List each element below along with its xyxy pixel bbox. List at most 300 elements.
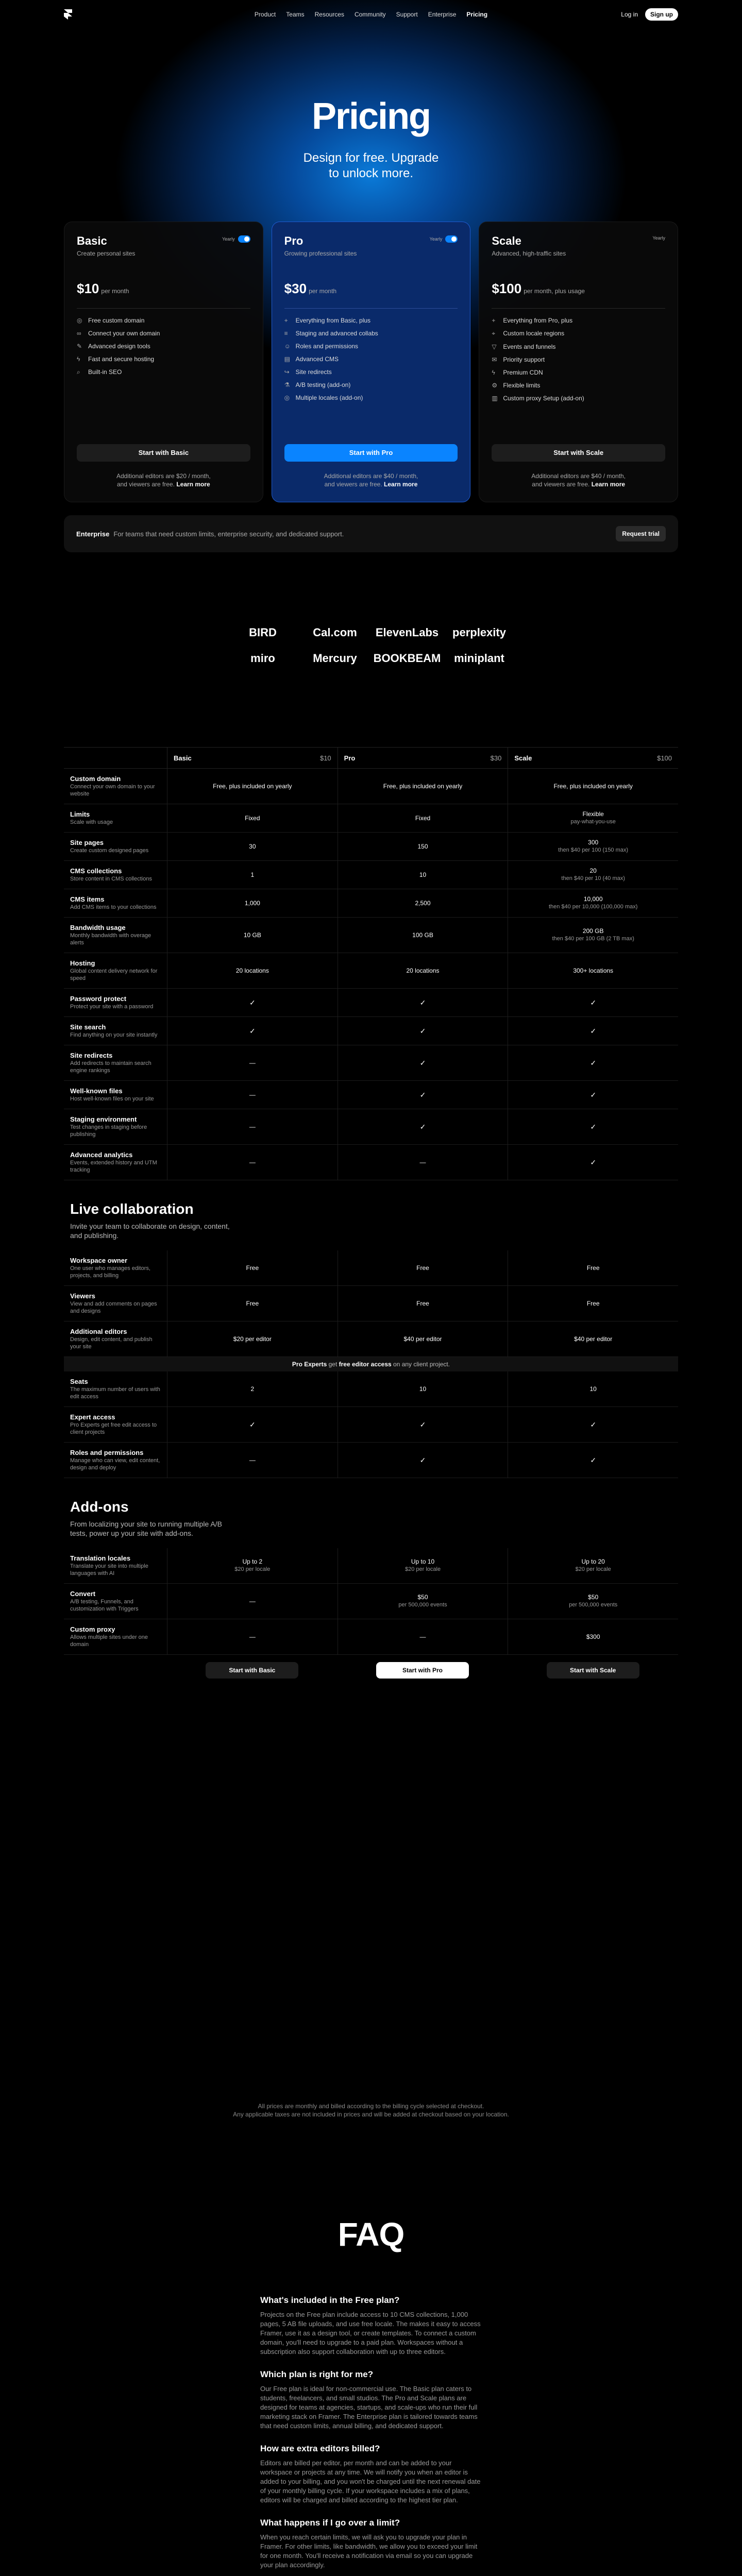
- cell-subvalue: per 500,000 events: [398, 1602, 447, 1608]
- comparison-table: [64, 747, 678, 1686]
- plan-additional-info: [492, 472, 665, 488]
- feature-item: [284, 343, 458, 350]
- row-label: Custom proxy: [70, 1625, 115, 1633]
- cell-value: 20: [589, 867, 597, 874]
- nav-link-pricing[interactable]: Pricing: [466, 11, 488, 18]
- table-cell: [167, 1443, 338, 1478]
- feature-label: Custom proxy Setup (add-on): [503, 395, 584, 402]
- row-desc: A/B testing, Funnels, and customization with Triggers: [70, 1599, 139, 1612]
- hero-subtitle-line-2: to unlock more.: [328, 166, 414, 180]
- table-cell: [167, 769, 338, 804]
- nav-link-teams[interactable]: Teams: [286, 11, 305, 18]
- table-cell: [338, 1619, 508, 1654]
- signup-button[interactable]: Sign up: [645, 8, 678, 21]
- cell-value: Free: [246, 1299, 259, 1307]
- table-cell: [508, 1045, 678, 1080]
- table-row: [64, 1081, 678, 1109]
- row-desc: One user who manages editors, projects, and billing: [70, 1265, 150, 1279]
- cell-subvalue: then $40 per 10 (40 max): [561, 875, 625, 882]
- cell-value: Fixed: [415, 814, 431, 822]
- start-scale-button[interactable]: Start with Scale: [492, 444, 665, 462]
- row-label-cell: [64, 953, 167, 988]
- feature-item: [77, 330, 250, 337]
- table-cell: [167, 833, 338, 860]
- row-label-cell: [64, 1619, 167, 1654]
- table-start-scale-button[interactable]: Start with Scale: [547, 1662, 639, 1679]
- billing-toggle[interactable]: [222, 235, 250, 243]
- table-cell: [167, 889, 338, 917]
- row-desc: Design, edit content, and publish your site: [70, 1336, 153, 1350]
- cell-value: 10: [589, 1385, 597, 1393]
- row-label: Password protect: [70, 995, 127, 1003]
- table-start-pro-button[interactable]: Start with Pro: [376, 1662, 469, 1679]
- footnote-line-2: Any applicable taxes are not included in prices and will be added at checkout based on your location.: [233, 2111, 509, 2118]
- learn-more-link[interactable]: Learn more: [591, 481, 626, 488]
- row-label: Viewers: [70, 1292, 95, 1300]
- table-cell: [508, 1286, 678, 1321]
- table-cell: [338, 1548, 508, 1583]
- faq-item: [260, 2443, 482, 2505]
- framer-logo-icon[interactable]: [64, 9, 72, 20]
- cell-value: 20 locations: [406, 967, 440, 974]
- divider: [284, 308, 458, 309]
- billing-toggle[interactable]: [652, 235, 665, 241]
- customer-logo: miniplant: [454, 652, 504, 665]
- customer-logo: miro: [250, 652, 275, 665]
- table-cell: [167, 1584, 338, 1619]
- feature-item: [492, 343, 665, 350]
- row-label: Seats: [70, 1378, 88, 1385]
- row-desc: Store content in CMS collections: [70, 876, 152, 882]
- row-desc: Events, extended history and UTM tracking: [70, 1160, 157, 1173]
- row-desc: Monthly bandwidth with overage alerts: [70, 933, 151, 946]
- customer-logo: Mercury: [313, 652, 357, 665]
- row-label-cell: [64, 1443, 167, 1478]
- feature-label: Flexible limits: [503, 382, 541, 389]
- feature-label: Multiple locales (add-on): [295, 394, 363, 401]
- table-cell: [338, 1584, 508, 1619]
- table-cell: [167, 1017, 338, 1045]
- plan-desc: Create personal sites: [77, 250, 136, 257]
- faq-question[interactable]: What happens if I go over a limit?: [260, 2518, 400, 2528]
- feature-item: [492, 369, 665, 376]
- table-cell: [167, 953, 338, 988]
- row-label-cell: [64, 1250, 167, 1285]
- table-cell: [338, 1109, 508, 1144]
- table-row: [64, 1619, 678, 1655]
- viewers-text: and viewers are free.: [532, 481, 590, 488]
- table-cell: [338, 769, 508, 804]
- nav-link-community[interactable]: Community: [354, 11, 386, 18]
- table-cell: [167, 861, 338, 889]
- table-row: [64, 1321, 678, 1357]
- plan-desc: Advanced, high-traffic sites: [492, 250, 566, 257]
- plus-icon: +: [284, 317, 288, 324]
- globe-icon: ◎: [77, 317, 82, 324]
- table-rows-main: [64, 769, 678, 1180]
- customer-logo: Cal.com: [313, 626, 357, 639]
- table-cell: [167, 1548, 338, 1583]
- nav-link-enterprise[interactable]: Enterprise: [428, 11, 457, 18]
- row-label-cell: [64, 804, 167, 832]
- feature-label: Custom locale regions: [503, 330, 565, 337]
- table-row: [64, 1145, 678, 1180]
- login-link[interactable]: Log in: [621, 11, 638, 18]
- feature-item: [492, 382, 665, 389]
- table-cell: [338, 1250, 508, 1285]
- table-cell: [508, 1017, 678, 1045]
- row-label-cell: [64, 769, 167, 804]
- customer-logos: [227, 626, 515, 665]
- table-cell: [338, 833, 508, 860]
- price-value: $100: [492, 281, 522, 296]
- table-cell: [167, 1045, 338, 1080]
- table-cta-cell: [338, 1662, 508, 1679]
- table-cell: [167, 804, 338, 832]
- table-rows-collab: [64, 1250, 678, 1357]
- users-icon: ☺: [284, 343, 291, 350]
- cell-value: $40 per editor: [403, 1335, 442, 1343]
- table-row: [64, 833, 678, 861]
- nav-link-product[interactable]: Product: [254, 11, 276, 18]
- plan-price: [284, 281, 458, 297]
- feature-label: Advanced CMS: [295, 355, 339, 363]
- feature-label: Fast and secure hosting: [88, 355, 155, 363]
- check-icon: ✓: [419, 998, 426, 1007]
- table-cell: [508, 1321, 678, 1357]
- pin-icon: ⌖: [492, 330, 496, 337]
- plan-name: Pro: [284, 234, 303, 247]
- table-cell: [167, 989, 338, 1016]
- row-desc: Protect your site with a password: [70, 1004, 154, 1010]
- row-label: Site pages: [70, 839, 104, 846]
- row-label: Workspace owner: [70, 1257, 128, 1264]
- row-label-cell: [64, 1548, 167, 1583]
- table-row: [64, 1286, 678, 1321]
- table-cell: [338, 1321, 508, 1357]
- price-period: per month: [101, 287, 129, 295]
- cell-value: 10,000: [583, 895, 603, 903]
- row-label: Translation locales: [70, 1554, 131, 1562]
- row-desc: Pro Experts get free edit access to client projects: [70, 1422, 157, 1435]
- cell-value: 10 GB: [243, 931, 261, 939]
- table-cell: [508, 1619, 678, 1654]
- viewers-text: and viewers are free.: [116, 481, 175, 488]
- faq-question[interactable]: Which plan is right for me?: [260, 2369, 374, 2379]
- cell-value: 30: [249, 842, 256, 850]
- table-row: [64, 1250, 678, 1286]
- cell-subvalue: $20 per locale: [234, 1566, 271, 1572]
- table-cell: [508, 1145, 678, 1180]
- plan-desc: Growing professional sites: [284, 250, 357, 257]
- table-cell: [508, 1081, 678, 1109]
- feature-item: [284, 368, 458, 376]
- table-cell: [167, 1371, 338, 1406]
- table-cell: [167, 1109, 338, 1144]
- cell-value: —: [419, 1633, 426, 1640]
- table-row: [64, 1045, 678, 1081]
- table-cell: [338, 889, 508, 917]
- cell-value: Fixed: [245, 814, 260, 822]
- table-cell: [508, 833, 678, 860]
- cell-value: Free: [246, 1264, 259, 1272]
- cell-value: 10: [419, 1385, 427, 1393]
- nav-link-resources[interactable]: Resources: [314, 11, 344, 18]
- cell-value: 100 GB: [412, 931, 433, 939]
- table-cell: [508, 804, 678, 832]
- row-desc: Add redirects to maintain search engine rankings: [70, 1060, 151, 1074]
- check-icon: ✓: [590, 1158, 597, 1166]
- toggle-switch-icon[interactable]: [238, 235, 250, 243]
- faq-question[interactable]: How are extra editors billed?: [260, 2444, 380, 2453]
- price-period: per month: [309, 287, 337, 295]
- table-cell: [167, 1619, 338, 1654]
- table-cell: [508, 1443, 678, 1478]
- row-label: Hosting: [70, 959, 95, 967]
- plan-additional-info: [77, 472, 250, 488]
- header-plan-name: Basic: [174, 754, 192, 762]
- start-basic-button[interactable]: Start with Basic: [77, 444, 250, 462]
- link-icon: ∞: [77, 330, 81, 337]
- row-desc: The maximum number of users with edit access: [70, 1386, 160, 1400]
- table-cell: [508, 1548, 678, 1583]
- plan-cards: [64, 222, 678, 502]
- enterprise-desc: For teams that need custom limits, enterprise security, and dedicated support.: [113, 530, 344, 538]
- table-header-pro: [338, 748, 508, 768]
- divider: [492, 308, 665, 309]
- faq-answer: Editors are billed per editor, per month and can be added to your workspace or projects at any time. We will notify you when an editor is added to your billing, and you won't be charged until the next renewal date of your monthly billing cycle. If your workspace includes a mix of plans, editors will be charged and billed according to the highest tier plan.: [260, 2459, 481, 2504]
- table-rows-addons: [64, 1548, 678, 1655]
- faq-title: FAQ: [338, 2216, 404, 2253]
- row-label: Staging environment: [70, 1115, 137, 1123]
- nav-link-support[interactable]: Support: [396, 11, 418, 18]
- row-label-cell: [64, 1109, 167, 1144]
- check-icon: ✓: [419, 1455, 426, 1464]
- header-plan-name: Scale: [514, 754, 532, 762]
- table-row: [64, 989, 678, 1017]
- row-desc: Host well-known files on your site: [70, 1096, 154, 1102]
- cell-value: $40 per editor: [574, 1335, 613, 1343]
- plus-icon: +: [492, 317, 496, 324]
- table-cell: [338, 1443, 508, 1478]
- redirect-icon: ↪: [284, 368, 290, 376]
- hero-title: Pricing: [311, 96, 431, 137]
- faq-question[interactable]: What's included in the Free plan?: [260, 2295, 400, 2305]
- cell-value: —: [249, 1059, 256, 1066]
- row-label: Site redirects: [70, 1052, 113, 1059]
- feature-item: [77, 343, 250, 350]
- table-cell: [338, 1017, 508, 1045]
- feature-item: [284, 394, 458, 401]
- price-value: $10: [77, 281, 99, 296]
- flask-icon: ⚗: [284, 381, 290, 388]
- enterprise-title: Enterprise: [76, 530, 110, 538]
- banner-mid: get: [327, 1361, 339, 1368]
- feature-label: Events and funnels: [503, 343, 556, 350]
- feature-label: Everything from Pro, plus: [503, 317, 573, 324]
- row-label: Limits: [70, 810, 90, 818]
- feature-label: A/B testing (add-on): [295, 381, 351, 388]
- cell-subvalue: $20 per locale: [575, 1566, 611, 1572]
- footnote-line-1: All prices are monthly and billed according to the billing cycle selected at checkout.: [258, 2103, 484, 2110]
- learn-more-link[interactable]: Learn more: [176, 481, 210, 488]
- table-cell: [508, 769, 678, 804]
- table-row: [64, 953, 678, 989]
- table-cell: [508, 889, 678, 917]
- table-cell: [338, 1045, 508, 1080]
- row-label: Convert: [70, 1590, 96, 1598]
- table-cell: [167, 1081, 338, 1109]
- hero-subtitle-line-1: Design for free. Upgrade: [303, 151, 439, 165]
- table-cell: [508, 1407, 678, 1442]
- banner-experts: Pro Experts: [292, 1361, 327, 1368]
- plan-card-pro: [272, 222, 471, 502]
- banner-free: free editor access: [339, 1361, 392, 1368]
- table-cell: [167, 1145, 338, 1180]
- plan-price: [77, 281, 250, 297]
- toggle-switch-icon[interactable]: [445, 235, 458, 243]
- cell-value: $50: [588, 1594, 599, 1601]
- feature-item: [284, 317, 458, 324]
- table-cell: [167, 1407, 338, 1442]
- row-label: Well-known files: [70, 1087, 123, 1095]
- cell-value: 300: [588, 839, 599, 846]
- cell-value: —: [249, 1158, 256, 1166]
- start-pro-button[interactable]: Start with Pro: [284, 444, 458, 462]
- row-label-cell: [64, 1371, 167, 1406]
- cell-value: Up to 20: [581, 1558, 605, 1565]
- request-trial-button[interactable]: Request trial: [616, 526, 666, 541]
- feature-item: [492, 317, 665, 324]
- collab-section-desc: Invite your team to collaborate on design, content, and publishing.: [70, 1222, 230, 1240]
- feature-label: Built-in SEO: [88, 368, 122, 376]
- table-cell: [167, 1286, 338, 1321]
- cell-subvalue: then $40 per 100 (150 max): [558, 847, 629, 853]
- check-icon: ✓: [249, 1026, 256, 1035]
- plan-card-scale: [479, 222, 678, 502]
- faq-item: [260, 2295, 482, 2357]
- row-label-cell: [64, 833, 167, 860]
- row-label-cell: [64, 918, 167, 953]
- cell-value: —: [249, 1633, 256, 1640]
- billing-toggle-label: Yearly: [222, 236, 235, 242]
- table-cell: [338, 989, 508, 1016]
- server-icon: ▥: [492, 395, 498, 402]
- cell-value: $50: [417, 1594, 428, 1601]
- customer-logo: BIRD: [249, 626, 277, 639]
- globe-icon: ◎: [284, 394, 290, 401]
- table-cta-cell: [508, 1662, 678, 1679]
- cell-value: 10: [419, 871, 427, 878]
- row-desc: Translate your site into multiple languages with AI: [70, 1563, 148, 1577]
- cell-value: Free, plus included on yearly: [553, 782, 633, 790]
- table-start-basic-button[interactable]: Start with Basic: [206, 1662, 298, 1679]
- check-icon: ✓: [590, 1058, 597, 1067]
- table-row: [64, 804, 678, 833]
- billing-toggle[interactable]: [430, 235, 458, 243]
- row-desc: View and add comments on pages and designs: [70, 1301, 157, 1314]
- row-label-cell: [64, 1584, 167, 1619]
- customer-logo: BOOKBEAM: [373, 652, 441, 665]
- faq-answer: Our Free plan is ideal for non-commercial use. The Basic plan caters to students, freelancers, and small studios. The Pro and Scale plans are designed for teams at agencies, startups, and scale-ups who run their full marketing stack on Framer. The Enterprise plan is tailored towards teams that need custom limits, annual billing, and dedicated support.: [260, 2385, 478, 2430]
- cell-value: —: [249, 1456, 256, 1464]
- table-row: [64, 1407, 678, 1443]
- table-cell: [338, 861, 508, 889]
- table-row: [64, 861, 678, 889]
- learn-more-link[interactable]: Learn more: [384, 481, 418, 488]
- table-cell: [508, 1371, 678, 1406]
- table-row: [64, 1548, 678, 1584]
- cell-value: Flexible: [582, 810, 604, 818]
- customer-logo: ElevenLabs: [375, 626, 439, 639]
- check-icon: ✓: [419, 1058, 426, 1067]
- check-icon: ✓: [249, 1420, 256, 1429]
- row-label-cell: [64, 861, 167, 889]
- experts-banner: [64, 1357, 678, 1371]
- addons-section-title: Add-ons: [70, 1499, 129, 1515]
- feature-item: [77, 317, 250, 324]
- cell-value: Free: [586, 1264, 600, 1272]
- price-value: $30: [284, 281, 307, 296]
- cell-value: Up to 2: [242, 1558, 263, 1565]
- cell-value: —: [249, 1123, 256, 1130]
- row-desc: Scale with usage: [70, 819, 113, 825]
- feature-item: [284, 355, 458, 363]
- table-cell: [508, 953, 678, 988]
- check-icon: ✓: [419, 1090, 426, 1099]
- table-cell: [338, 918, 508, 953]
- cell-value: Free, plus included on yearly: [213, 782, 292, 790]
- row-label: CMS collections: [70, 867, 122, 875]
- cell-value: Free, plus included on yearly: [383, 782, 463, 790]
- row-desc: Connect your own domain to your website: [70, 784, 155, 797]
- cell-value: —: [419, 1158, 426, 1166]
- header-plan-price: $30: [490, 754, 502, 762]
- cell-value: Up to 10: [411, 1558, 435, 1565]
- feature-label: Staging and advanced collabs: [295, 330, 378, 337]
- check-icon: ✓: [590, 1420, 597, 1429]
- row-label-cell: [64, 1286, 167, 1321]
- check-icon: ✓: [590, 998, 597, 1007]
- plan-card-basic: [64, 222, 263, 502]
- row-label-cell: [64, 1145, 167, 1180]
- feature-label: Premium CDN: [503, 369, 543, 376]
- table-cell: [508, 1584, 678, 1619]
- row-label: Advanced analytics: [70, 1151, 133, 1159]
- check-icon: ✓: [249, 998, 256, 1007]
- table-row: [64, 1443, 678, 1478]
- table-cell: [508, 861, 678, 889]
- feature-item: [284, 330, 458, 337]
- billing-toggle-label: Yearly: [652, 235, 666, 241]
- database-icon: ▤: [284, 355, 291, 363]
- search-icon: ⌕: [77, 368, 80, 376]
- faq-item: [260, 2369, 482, 2431]
- table-row: [64, 918, 678, 953]
- hero-subtitle: [0, 150, 742, 181]
- row-label: Roles and permissions: [70, 1449, 144, 1456]
- row-label: Bandwidth usage: [70, 924, 126, 931]
- nav-auth: [621, 8, 678, 21]
- feature-label: Advanced design tools: [88, 343, 150, 350]
- table-row: [64, 1584, 678, 1619]
- table-header-basic: [167, 748, 338, 768]
- table-cell: [167, 918, 338, 953]
- billing-toggle-label: Yearly: [429, 236, 443, 242]
- row-label: Expert access: [70, 1413, 115, 1421]
- table-cell: [338, 1286, 508, 1321]
- table-row: [64, 769, 678, 804]
